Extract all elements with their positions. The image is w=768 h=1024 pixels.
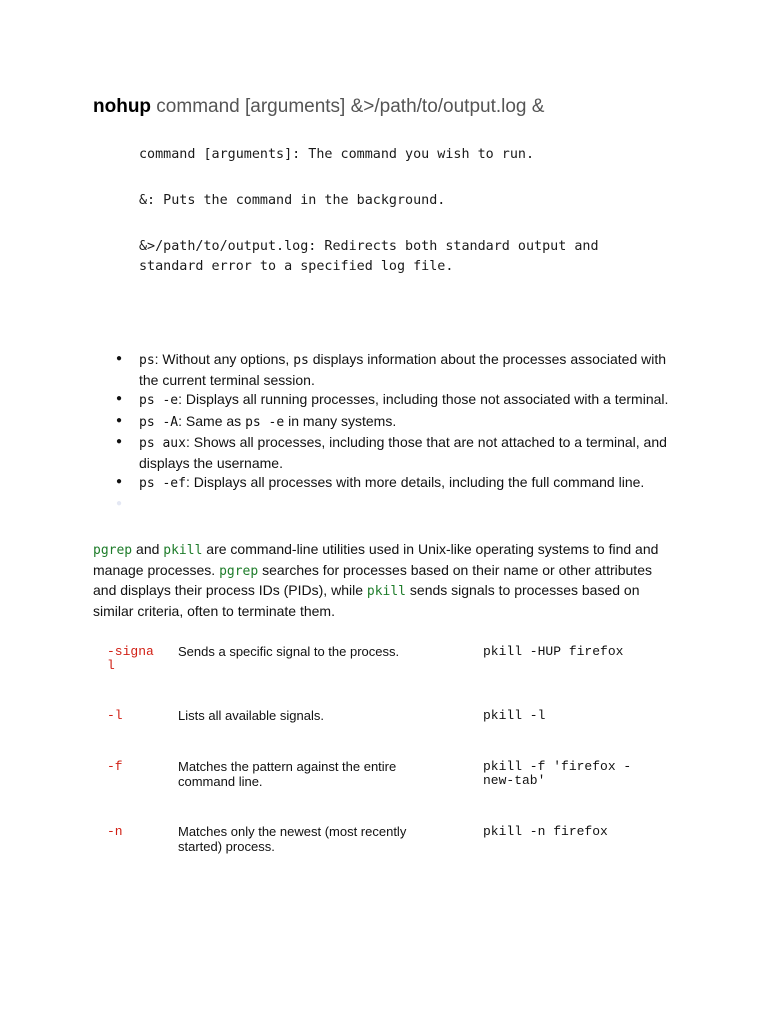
pgrep-pkill-paragraph: pgrep and pkill are command-line utilities used in Unix-like operating systems to find and manage processes. pgrep searches for processes based on their name or other attributes and displays their process IDs (PIDs), while pkill sends signals to processes based on similar criteria, often to terminate them. <box>93 541 659 619</box>
option-example: pkill -l <box>483 708 546 723</box>
option-example: pkill -HUP firefox <box>483 644 624 659</box>
option-example: pkill -f 'firefox -new-tab' <box>483 759 632 788</box>
list-item: ● ps -ef: Displays all processes with more details, including the full command line. <box>139 473 669 494</box>
empty-list-item <box>139 495 669 513</box>
list-item: ● ps -e: Displays all running processes, including those not associated with a terminal. <box>139 390 669 411</box>
heading-keyword: nohup <box>93 96 152 117</box>
explanation-command: command [arguments]: The command you wish to run. <box>139 147 535 162</box>
option-description: Matches only the newest (most recently started) process. <box>178 824 407 854</box>
option-example: pkill -n firefox <box>483 824 608 839</box>
option-description: Lists all available signals. <box>178 708 324 723</box>
option-description: Matches the pattern against the entire command line. <box>178 759 397 789</box>
explanation-background: &: Puts the command in the background. <box>139 193 446 208</box>
option-name: -n <box>107 824 123 839</box>
list-item: ● ps -A: Same as ps -e in many systems. <box>139 412 669 433</box>
list-item: ● ps: Without any options, ps displays information about the processes associated with the current terminal session. <box>139 350 669 389</box>
ps-options-list <box>139 350 669 514</box>
list-item: ● ps aux: Shows all processes, including those that are not attached to a terminal, and displays the username. <box>139 433 669 472</box>
page-heading <box>93 96 544 118</box>
option-name: -f <box>107 759 123 774</box>
syntax-explanations <box>139 145 659 277</box>
heading-syntax: command [arguments] &>/path/to/output.log & <box>151 96 545 117</box>
option-description: Sends a specific signal to the process. <box>178 644 400 659</box>
option-name: -signal <box>107 644 154 673</box>
explanation-redirect: &>/path/to/output.log: Redirects both standard output and standard error to a specified log file. <box>139 239 599 274</box>
option-name: -l <box>107 708 123 723</box>
